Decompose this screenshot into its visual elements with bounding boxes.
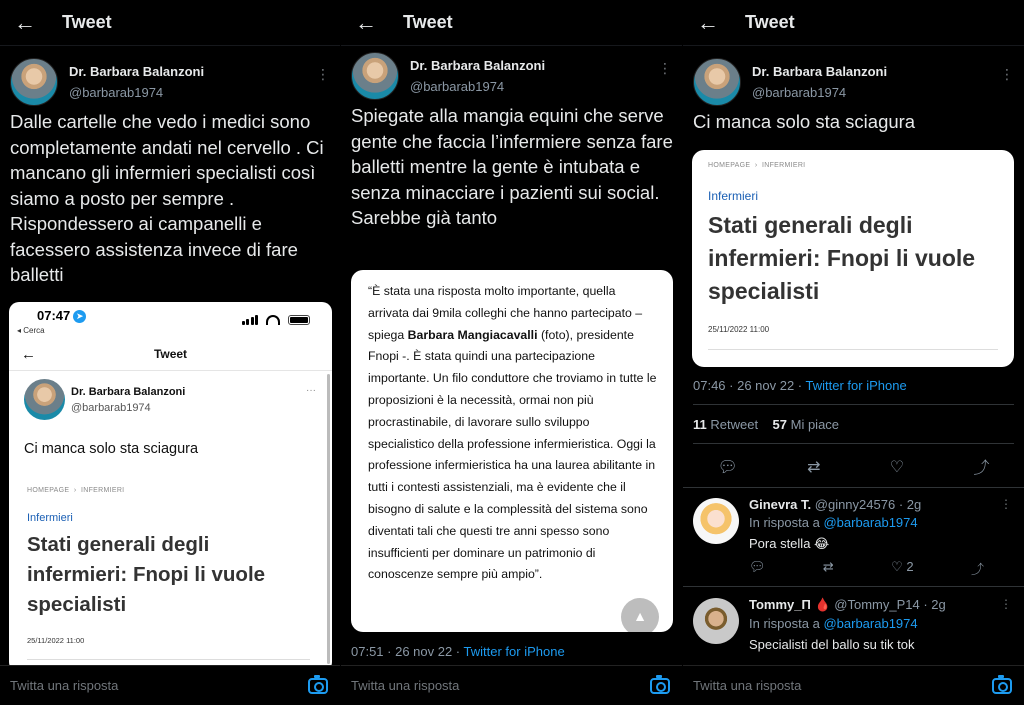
author-name[interactable]: Dr. Barbara Balanzoni (69, 64, 205, 79)
reply-text: Specialisti del ballo su tik tok (749, 637, 915, 652)
like-icon[interactable]: ♡ (889, 458, 905, 476)
top-bar (0, 0, 340, 46)
battery-icon (288, 315, 310, 325)
scroll-up-icon[interactable]: ▲ (621, 598, 659, 632)
article-headline: Stati generali degli infermieri: Fnopi li vuole specialisti (708, 212, 976, 304)
like-stat[interactable]: 57 Mi piace (772, 417, 840, 432)
tweet-timestamp: 07:51 · 26 nov 22 · Twitter for iPhone (351, 644, 565, 659)
author-handle[interactable]: @barbarab1974 (69, 85, 164, 100)
article-preview (708, 162, 998, 350)
back-arrow-icon[interactable]: ← (697, 9, 719, 35)
divider (9, 370, 332, 371)
article-card[interactable] (692, 150, 1014, 367)
camera-icon[interactable] (992, 678, 1012, 694)
author-handle[interactable]: @barbarab1974 (752, 85, 847, 100)
breadcrumb: HOMEPAGE › INFERMIERI (27, 487, 125, 494)
article-date: 25/11/2022 11:00 (27, 636, 85, 645)
camera-icon[interactable] (308, 678, 328, 694)
reply-input[interactable]: Twitta una risposta (693, 678, 802, 693)
phone-author-handle: @barbarab1974 (71, 402, 151, 414)
author-name[interactable]: Dr. Barbara Balanzoni (410, 58, 546, 73)
like-icon[interactable]: ♡ 2 (891, 559, 914, 574)
avatar[interactable] (693, 598, 739, 644)
reply-icon[interactable]: 💬︎ (717, 458, 738, 476)
reply-input[interactable]: Twitta una risposta (10, 678, 119, 693)
top-bar (341, 0, 682, 46)
article-date: 25/11/2022 11:00 (708, 325, 770, 334)
tweet-author[interactable] (693, 58, 887, 106)
phone-back-arrow-icon: ← (21, 346, 36, 363)
page-title: Tweet (62, 12, 112, 32)
more-icon[interactable]: ⋮ (1000, 597, 1012, 611)
retweet-stat[interactable]: 11 Retweet (693, 417, 759, 432)
tweet-author[interactable] (10, 58, 204, 106)
article-category: Infermieri (27, 512, 73, 524)
page-title: Tweet (745, 12, 795, 32)
reply-context: In risposta a @barbarab1974 (749, 616, 918, 631)
quote-text: “È stata una risposta molto importante, quella arrivata dai 9mila colleghi che hanno partecipato – spiega Barbara Mangiacavalli (foto), presidente Fnopi -. È stata quindi una partecipazione importante. Un filo conduttore che troviamo in tutte le proposizioni è la necessità, ormai non più procrastinabile, di lavorare sullo sviluppo specialistico della professione infermieristica. Oggi la professione infermieristica ha una laurea abilitante in tutti i contesti assistenziali, ma è evidente che il bisogno di salute e la complessità del sistema sono diventati tali che questi tre anni spesso sono insufficienti per dominare un patrimonio di conoscenze sempre più ampio”. (368, 284, 657, 582)
source-link[interactable]: Twitter for iPhone (463, 644, 565, 659)
reply-header: Ginevra T. @ginny24576 · 2g (749, 497, 922, 512)
retweet-icon[interactable]: ⇄ (807, 458, 821, 476)
scrollbar (327, 374, 330, 664)
more-icon[interactable]: ⋮ (316, 66, 330, 82)
reply-actions (749, 559, 984, 578)
reply-bar (0, 665, 340, 705)
reply-text: Pora stella 😂 (749, 536, 830, 551)
divider (708, 349, 998, 350)
tweet-panel-3 (683, 0, 1024, 705)
more-icon[interactable]: ⋮ (1000, 66, 1014, 82)
tweet-text: Spiegate alla mangia equini che serve gente che faccia l’infermiere senza fare balletti mentre la gente è intubata e senza minacciare i pazienti sui social. Sarebbe già tanto (351, 105, 673, 228)
location-icon: ➤ (73, 310, 86, 323)
reply-icon[interactable]: 💬︎ (749, 559, 766, 574)
divider (683, 586, 1024, 587)
back-arrow-icon[interactable]: ← (14, 9, 36, 35)
tweet-text: Ci manca solo sta sciagura (693, 111, 916, 132)
divider (27, 659, 310, 660)
article-category: Infermieri (708, 189, 759, 203)
reply-input[interactable]: Twitta una risposta (351, 678, 460, 693)
tweet-text: Dalle cartelle che vedo i medici sono completamente andati nel cervello . Ci mancano gli infermieri specialisti così siamo a posto per sempre . Rispondessero ai campanelli e facessero assistenza invece di fare balletti (10, 111, 324, 285)
avatar[interactable] (10, 58, 58, 106)
tweet-author[interactable] (351, 52, 545, 100)
more-icon[interactable]: ⋮ (658, 60, 672, 76)
screenshot-image[interactable] (9, 302, 332, 672)
divider (693, 404, 1014, 405)
wifi-icon (266, 315, 280, 325)
author-handle[interactable]: @barbarab1974 (410, 79, 505, 94)
top-bar (683, 0, 1024, 46)
tweet-actions (683, 455, 1024, 478)
reply-context: In risposta a @barbarab1974 (749, 515, 918, 530)
phone-back-to-search: ◂ Cerca (17, 326, 45, 335)
author-name[interactable]: Dr. Barbara Balanzoni (752, 64, 888, 79)
phone-author-name: Dr. Barbara Balanzoni (71, 386, 186, 398)
divider (693, 443, 1014, 444)
quote-bold-name: Barbara Mangiacavalli (407, 327, 538, 342)
camera-icon[interactable] (650, 678, 670, 694)
phone-tweet-text: Ci manca solo sta sciagura (24, 441, 199, 457)
reply-bar (341, 665, 682, 705)
phone-more-icon: ··· (306, 385, 316, 396)
avatar[interactable] (351, 52, 399, 100)
retweet-icon[interactable]: ⇄ (822, 559, 834, 574)
reply-item[interactable] (683, 488, 1024, 588)
tweet-stats (693, 417, 839, 432)
tweet-panel-2 (341, 0, 682, 705)
article-headline: Stati generali degli infermieri: Fnopi li vuole specialisti (27, 533, 266, 616)
reply-header: Tommy_П 🩸 @Tommy_P14 · 2g (749, 597, 946, 612)
share-icon[interactable]: ⤴ (970, 562, 984, 577)
phone-avatar (24, 379, 65, 420)
phone-status-icons (242, 315, 311, 325)
more-icon[interactable]: ⋮ (1000, 497, 1012, 511)
page-title: Tweet (403, 12, 453, 32)
phone-status-time: 07:47 ➤ (37, 308, 86, 323)
tweet-timestamp: 07:46 · 26 nov 22 · Twitter for iPhone (693, 378, 907, 393)
tweet-panel-1 (0, 0, 340, 705)
phone-title: Tweet (153, 347, 188, 361)
signal-icon (242, 315, 259, 325)
share-icon[interactable]: ⤴ (973, 460, 990, 477)
phone-article-card (27, 487, 310, 660)
avatar[interactable] (693, 498, 739, 544)
source-link[interactable]: Twitter for iPhone (805, 378, 907, 393)
avatar[interactable] (693, 58, 741, 106)
breadcrumb: HOMEPAGE › INFERMIERI (708, 162, 806, 169)
back-arrow-icon[interactable]: ← (355, 9, 377, 35)
reply-bar (683, 665, 1024, 705)
quote-image[interactable] (351, 270, 673, 632)
